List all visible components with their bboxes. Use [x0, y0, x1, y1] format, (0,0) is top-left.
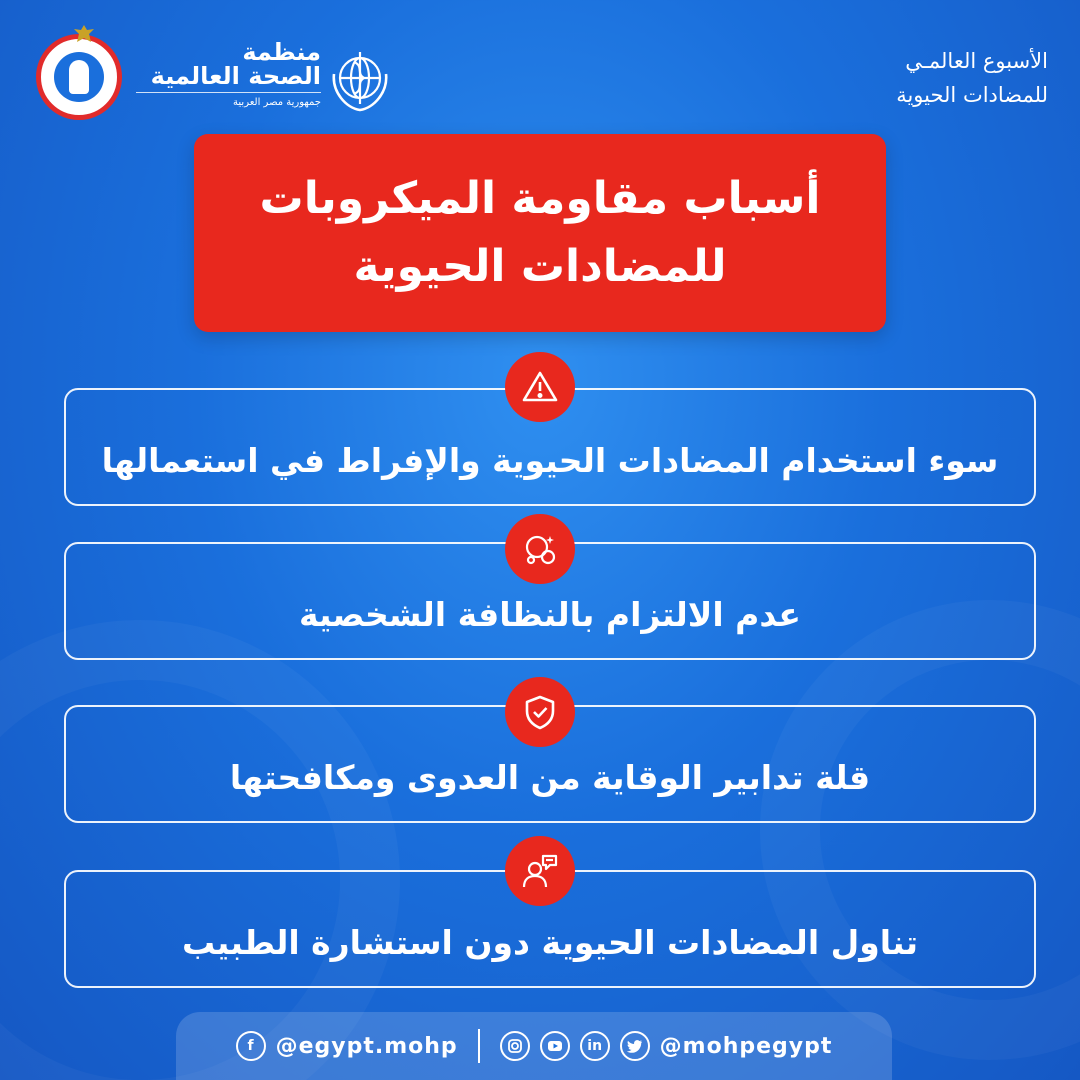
warning-icon	[521, 368, 559, 406]
who-country: جمهورية مصر العربية	[136, 92, 321, 109]
consult-icon	[521, 852, 559, 890]
cause-text: قلة تدابير الوقاية من العدوى ومكافحتها	[229, 757, 871, 797]
eagle-icon	[71, 23, 97, 45]
linkedin-icon[interactable]: in	[580, 1031, 610, 1061]
cause-badge	[505, 836, 575, 906]
facebook-icon[interactable]: f	[236, 1031, 266, 1061]
cause-badge	[505, 352, 575, 422]
campaign-label-line1: الأسبوع العالمـي	[905, 49, 1048, 73]
cause-text: عدم الالتزام بالنظافة الشخصية	[299, 594, 801, 634]
background-decoration	[760, 600, 1080, 1060]
background-decoration	[0, 620, 400, 1080]
page-title-line2: للمضادات الحيوية	[353, 241, 727, 292]
who-name-line1: منظمة	[242, 38, 321, 66]
campaign-label-line2: للمضادات الحيوية	[896, 83, 1048, 107]
social-handle[interactable]: @mohpegypt	[659, 1033, 833, 1059]
who-emblem-icon	[324, 44, 396, 116]
social-footer	[176, 1012, 892, 1080]
footer-divider	[478, 1029, 480, 1063]
bubbles-icon	[521, 530, 559, 568]
facebook-handle[interactable]: @egypt.mohp	[275, 1033, 458, 1059]
twitter-icon[interactable]	[620, 1031, 650, 1061]
youtube-icon[interactable]	[540, 1031, 570, 1061]
title-banner	[194, 134, 886, 332]
ministry-of-health-logo	[36, 34, 122, 120]
campaign-label	[788, 44, 1048, 112]
instagram-icon[interactable]	[500, 1031, 530, 1061]
partner-logos	[36, 28, 376, 128]
cause-badge	[505, 514, 575, 584]
page-title-line1: أسباب مقاومة الميكروبات	[259, 173, 821, 224]
shield-check-icon	[521, 693, 559, 731]
who-logo-text	[136, 40, 321, 109]
who-name-line2: الصحة العالمية	[150, 62, 321, 90]
cause-text: تناول المضادات الحيوية دون استشارة الطبيب	[181, 922, 919, 962]
cause-badge	[505, 677, 575, 747]
cause-text: سوء استخدام المضادات الحيوية والإفراط في استعمالها	[101, 440, 999, 480]
page-title	[259, 165, 820, 301]
